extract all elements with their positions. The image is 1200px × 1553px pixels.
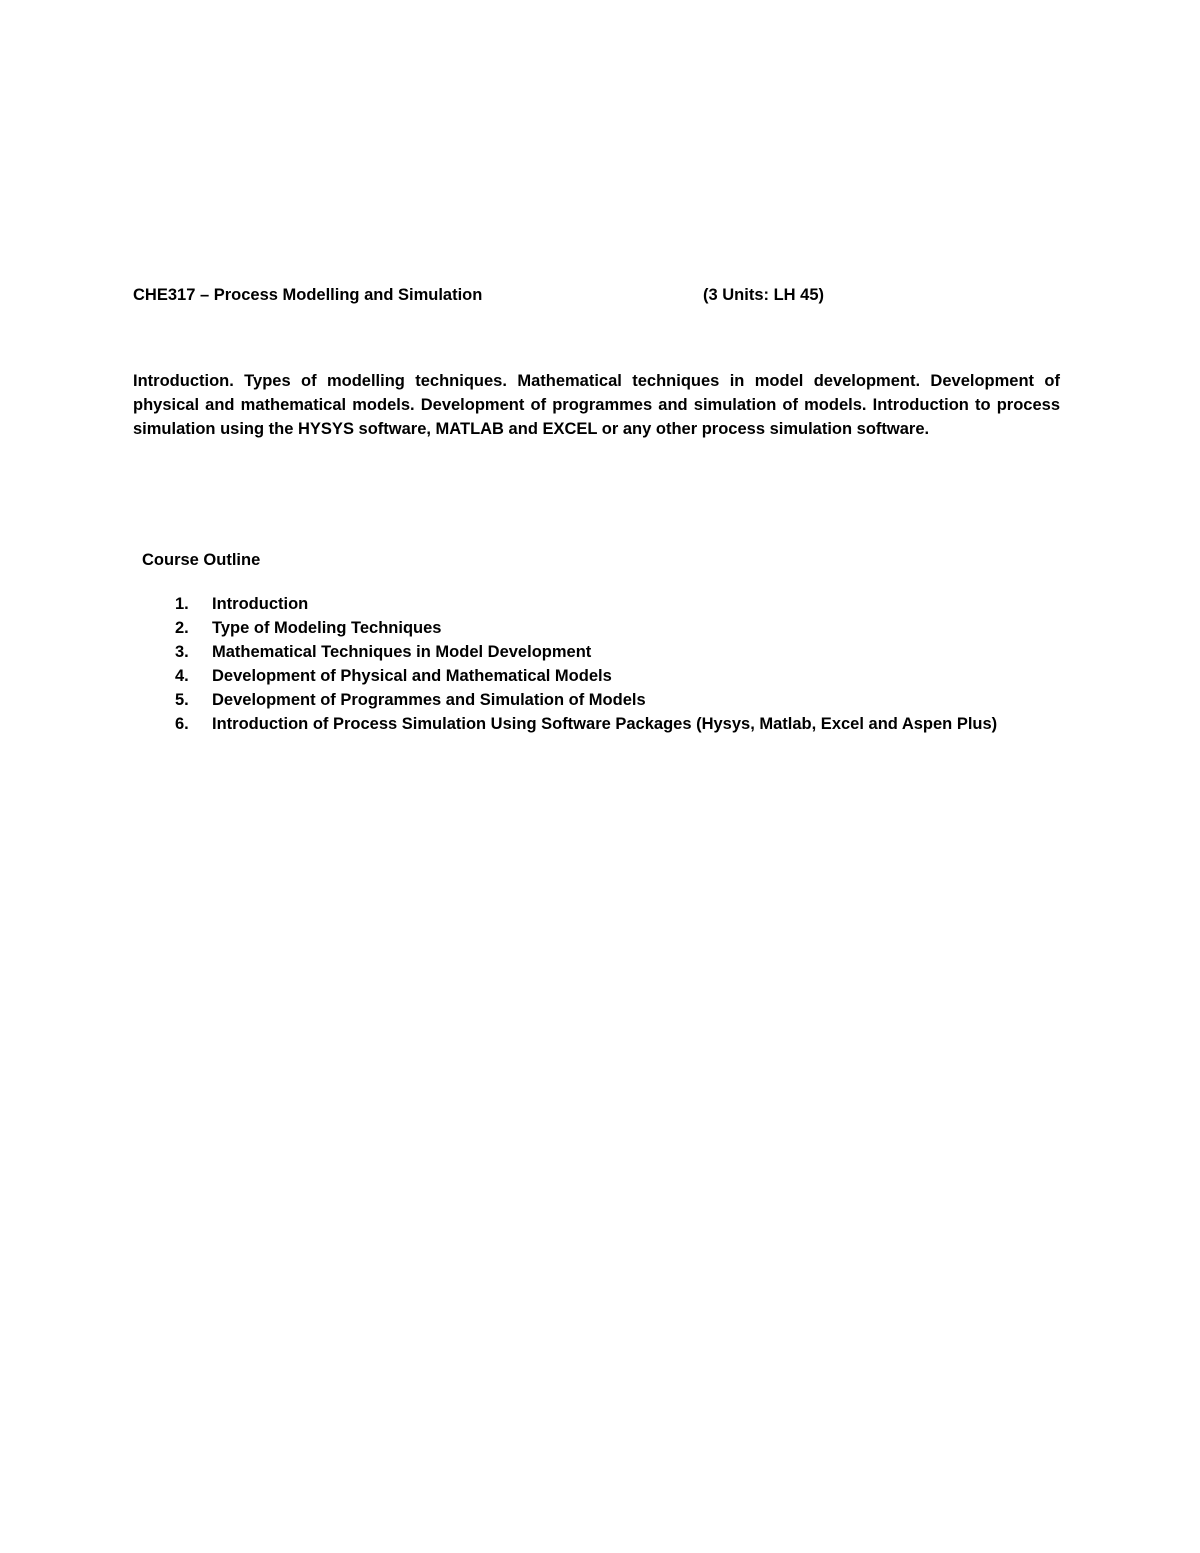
outline-item-number: 1.: [175, 595, 189, 613]
course-title: CHE317 – Process Modelling and Simulation: [133, 286, 483, 304]
outline-item-label: Introduction of Process Simulation Using Software Packages (Hysys, Matlab, Excel and Aspen Plus): [212, 715, 998, 733]
outline-item-number: 3.: [175, 643, 189, 661]
outline-item-number: 2.: [175, 619, 189, 637]
outline-item-label: Development of Physical and Mathematical Models: [212, 667, 612, 685]
outline-item-number: 5.: [175, 691, 189, 709]
outline-item-label: Introduction: [212, 595, 309, 613]
outline-item-number: 6.: [175, 715, 189, 733]
outline-item-number: 4.: [175, 667, 189, 685]
outline-item-label: Mathematical Techniques in Model Development: [212, 643, 592, 661]
course-units: (3 Units: LH 45): [703, 286, 825, 304]
course-outline-heading: Course Outline: [142, 551, 261, 569]
course-description: Introduction. Types of modelling techniques. Mathematical techniques in model development. Development of physical and mathematical models. Development of programmes and simulation of models. Introduction to process simulation using the HYSYS software, MATLAB and EXCEL or any other process simulation software.: [133, 372, 1060, 438]
outline-item-label: Development of Programmes and Simulation of Models: [212, 691, 646, 709]
outline-item-label: Type of Modeling Techniques: [212, 619, 442, 637]
